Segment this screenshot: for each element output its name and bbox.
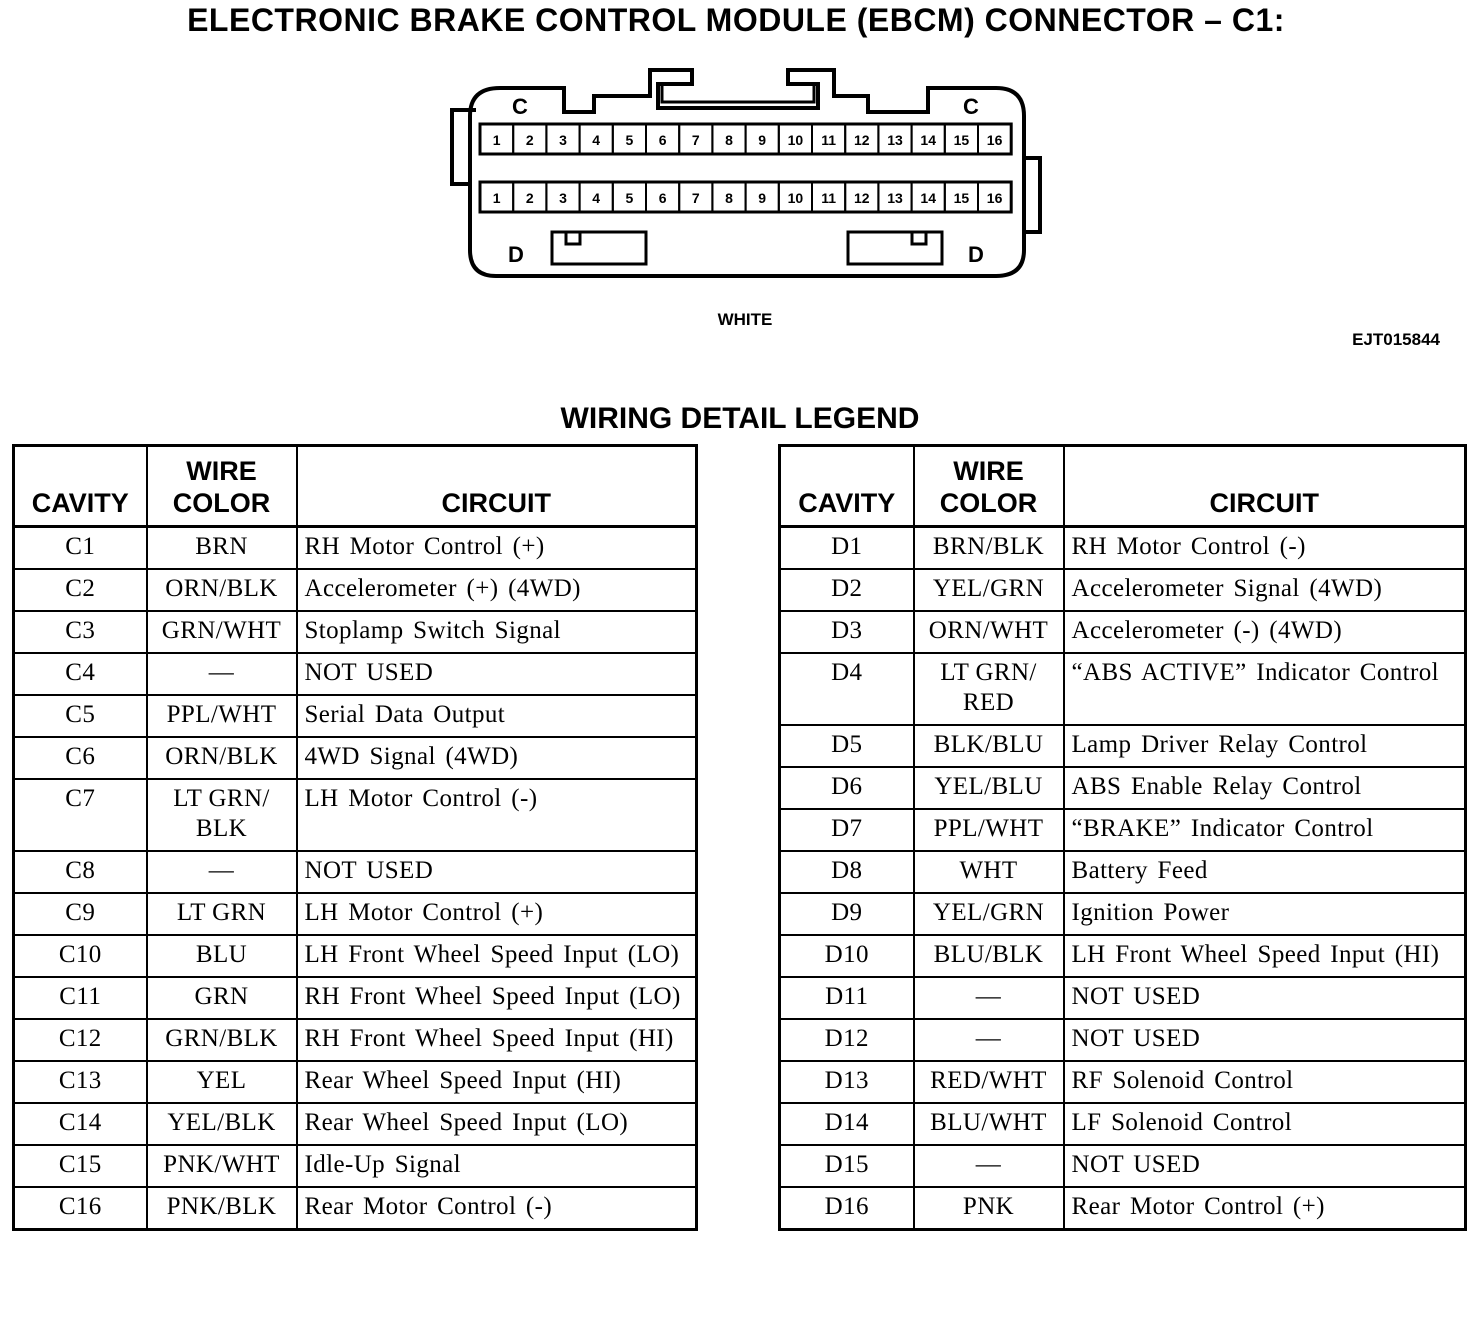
circuit-cell: RH Motor Control (-) (1064, 527, 1466, 570)
wire-color-cell: PNK (914, 1187, 1064, 1230)
wire-color-cell: YEL/GRN (914, 893, 1064, 935)
cavity-cell: C7 (14, 779, 147, 851)
header-wire-line1: WIRE (953, 456, 1024, 486)
cavity-cell: D12 (780, 1019, 914, 1061)
legend-title: WIRING DETAIL LEGEND (560, 402, 920, 435)
header-circuit: CIRCUIT (297, 446, 697, 527)
circuit-cell: Accelerometer (-) (4WD) (1064, 611, 1466, 653)
wire-color-cell: BRN (147, 527, 297, 570)
cavity-cell: D13 (780, 1061, 914, 1103)
table-row (14, 1145, 697, 1187)
table-row (780, 527, 1466, 570)
circuit-cell: NOT USED (297, 851, 697, 893)
table-row (780, 1145, 1466, 1187)
table-row (780, 1019, 1466, 1061)
circuit-cell: Lamp Driver Relay Control (1064, 725, 1466, 767)
cavity-cell: D2 (780, 569, 914, 611)
pin-number: 5 (625, 190, 634, 206)
pin-number: 4 (592, 132, 601, 148)
pin-number: 10 (787, 190, 804, 206)
circuit-cell: “ABS ACTIVE” Indicator Control (1064, 653, 1466, 725)
cavity-cell: D5 (780, 725, 914, 767)
circuit-cell: RH Front Wheel Speed Input (HI) (297, 1019, 697, 1061)
wire-color-cell: — (914, 977, 1064, 1019)
wire-color-cell: PNK/BLK (147, 1187, 297, 1230)
pin-number: 6 (658, 190, 667, 206)
circuit-cell: Battery Feed (1064, 851, 1466, 893)
pin-number: 4 (592, 190, 601, 206)
wire-color-cell: WHT (914, 851, 1064, 893)
circuit-cell: Accelerometer Signal (4WD) (1064, 569, 1466, 611)
cavity-cell: C4 (14, 653, 147, 695)
wire-color-cell: ORN/BLK (147, 569, 297, 611)
cavity-cell: C13 (14, 1061, 147, 1103)
connector-color-label: WHITE (717, 310, 773, 329)
circuit-cell: RH Front Wheel Speed Input (LO) (297, 977, 697, 1019)
circuit-cell: Accelerometer (+) (4WD) (297, 569, 697, 611)
cavity-cell: C2 (14, 569, 147, 611)
pin-number: 14 (920, 132, 936, 148)
table-row (14, 695, 697, 737)
pin-number: 2 (525, 132, 534, 148)
circuit-cell: LH Front Wheel Speed Input (LO) (297, 935, 697, 977)
pin-number: 8 (725, 190, 733, 206)
circuit-cell: RF Solenoid Control (1064, 1061, 1466, 1103)
header-wire-line2: COLOR (939, 488, 1038, 518)
circuit-cell: RH Motor Control (+) (297, 527, 697, 570)
cavity-cell: D9 (780, 893, 914, 935)
wire-color-cell: GRN/BLK (147, 1019, 297, 1061)
circuit-cell: LH Motor Control (+) (297, 893, 697, 935)
wire-color-cell: BLK/BLU (914, 725, 1064, 767)
row-c-label-left: C (512, 94, 528, 119)
wire-color-cell: — (914, 1019, 1064, 1061)
circuit-cell: Serial Data Output (297, 695, 697, 737)
table-row (780, 767, 1466, 809)
circuit-cell: NOT USED (297, 653, 697, 695)
page-title: ELECTRONIC BRAKE CONTROL MODULE (EBCM) CONNECTOR – C1: (187, 2, 1285, 38)
wire-color-cell: — (914, 1145, 1064, 1187)
wire-color-cell: LT GRN/ BLK (147, 779, 297, 851)
table-row (14, 737, 697, 779)
pin-number: 16 (986, 190, 1003, 206)
table-row (14, 653, 697, 695)
circuit-cell: 4WD Signal (4WD) (297, 737, 697, 779)
header-wire-line1: WIRE (186, 456, 257, 486)
table-row (14, 1061, 697, 1103)
wire-color-cell: PPL/WHT (914, 809, 1064, 851)
table-row (780, 935, 1466, 977)
circuit-cell: LF Solenoid Control (1064, 1103, 1466, 1145)
circuit-cell: Rear Motor Control (+) (1064, 1187, 1466, 1230)
cavity-cell: C14 (14, 1103, 147, 1145)
wire-color-cell: LT GRN (147, 893, 297, 935)
wire-color-cell: PNK/WHT (147, 1145, 297, 1187)
pin-number: 14 (920, 190, 936, 206)
circuit-cell: NOT USED (1064, 1145, 1466, 1187)
cavity-cell: D8 (780, 851, 914, 893)
row-d-label-right: D (968, 242, 984, 267)
cavity-cell: D14 (780, 1103, 914, 1145)
wire-color-cell: ORN/WHT (914, 611, 1064, 653)
circuit-cell: LH Front Wheel Speed Input (HI) (1064, 935, 1466, 977)
circuit-cell: LH Motor Control (-) (297, 779, 697, 851)
wire-color-cell: GRN/WHT (147, 611, 297, 653)
wire-color-cell: PPL/WHT (147, 695, 297, 737)
table-row (14, 977, 697, 1019)
cavity-cell: C16 (14, 1187, 147, 1230)
wire-color-cell: ORN/BLK (147, 737, 297, 779)
wire-color-cell: LT GRN/ RED (914, 653, 1064, 725)
wire-color-cell: YEL/GRN (914, 569, 1064, 611)
pin-number: 7 (691, 190, 700, 206)
circuit-cell: Ignition Power (1064, 893, 1466, 935)
cavity-cell: D7 (780, 809, 914, 851)
table-row (780, 809, 1466, 851)
table-header-row (14, 446, 697, 527)
pin-number: 13 (887, 132, 903, 148)
wire-color-cell: BLU/BLK (914, 935, 1064, 977)
cavity-cell: C9 (14, 893, 147, 935)
cavity-cell: D6 (780, 767, 914, 809)
table-row (780, 569, 1466, 611)
header-circuit: CIRCUIT (1064, 446, 1466, 527)
circuit-cell: Rear Motor Control (-) (297, 1187, 697, 1230)
pin-grid (480, 124, 1011, 212)
wire-color-cell: BRN/BLK (914, 527, 1064, 570)
header-cavity: CAVITY (14, 446, 147, 527)
wire-color-cell: YEL/BLU (914, 767, 1064, 809)
table-row (780, 1061, 1466, 1103)
table-row (780, 893, 1466, 935)
wire-color-cell: BLU/WHT (914, 1103, 1064, 1145)
cavity-cell: D1 (780, 527, 914, 570)
header-cavity: CAVITY (780, 446, 914, 527)
cavity-cell: C5 (14, 695, 147, 737)
table-row (780, 977, 1466, 1019)
pin-number: 7 (691, 132, 700, 148)
circuit-cell: NOT USED (1064, 1019, 1466, 1061)
cavity-cell: C6 (14, 737, 147, 779)
pin-number: 1 (492, 132, 501, 148)
pin-number: 11 (821, 132, 837, 148)
table-row (14, 1019, 697, 1061)
table-row (780, 1103, 1466, 1145)
circuit-cell: Stoplamp Switch Signal (297, 611, 697, 653)
header-wire-line2: COLOR (172, 488, 271, 518)
pin-number: 15 (953, 132, 970, 148)
table-header-row (780, 446, 1466, 527)
wiring-table-d (778, 444, 1467, 1231)
pin-number: 12 (854, 190, 870, 206)
table-row (14, 851, 697, 893)
table-row (14, 527, 697, 570)
circuit-cell: Rear Wheel Speed Input (LO) (297, 1103, 697, 1145)
pin-number: 16 (986, 132, 1003, 148)
pin-number: 3 (559, 132, 567, 148)
cavity-cell: C10 (14, 935, 147, 977)
table-row (780, 1187, 1466, 1230)
circuit-cell: “BRAKE” Indicator Control (1064, 809, 1466, 851)
wire-color-cell: YEL (147, 1061, 297, 1103)
pin-number: 1 (492, 190, 501, 206)
header-wire-color (147, 446, 297, 527)
cavity-cell: C8 (14, 851, 147, 893)
pin-number: 8 (725, 132, 733, 148)
circuit-cell: Idle-Up Signal (297, 1145, 697, 1187)
pin-number: 9 (758, 190, 767, 206)
table-row (14, 1187, 697, 1230)
wire-color-cell: BLU (147, 935, 297, 977)
table-row (14, 611, 697, 653)
cavity-cell: C12 (14, 1019, 147, 1061)
wire-color-cell: RED/WHT (914, 1061, 1064, 1103)
figure-reference-code: EJT015844 (1352, 330, 1440, 349)
pin-number: 10 (787, 132, 804, 148)
row-d-label-left: D (508, 242, 524, 267)
pin-number: 12 (854, 132, 870, 148)
cavity-cell: C1 (14, 527, 147, 570)
pin-number: 13 (887, 190, 903, 206)
circuit-cell: ABS Enable Relay Control (1064, 767, 1466, 809)
cavity-cell: D16 (780, 1187, 914, 1230)
wire-color-cell: GRN (147, 977, 297, 1019)
cavity-cell: D10 (780, 935, 914, 977)
circuit-cell: NOT USED (1064, 977, 1466, 1019)
table-row (780, 611, 1466, 653)
pin-number: 2 (525, 190, 534, 206)
table-row (780, 725, 1466, 767)
pin-number: 3 (559, 190, 567, 206)
connector-diagram (440, 62, 1050, 284)
pin-number: 11 (821, 190, 837, 206)
cavity-cell: D3 (780, 611, 914, 653)
pin-number: 9 (758, 132, 767, 148)
pin-number: 6 (658, 132, 667, 148)
table-row (14, 569, 697, 611)
table-row (780, 851, 1466, 893)
cavity-cell: C15 (14, 1145, 147, 1187)
cavity-cell: D15 (780, 1145, 914, 1187)
cavity-cell: C11 (14, 977, 147, 1019)
wire-color-cell: YEL/BLK (147, 1103, 297, 1145)
wiring-table-c (12, 444, 698, 1231)
header-wire-color (914, 446, 1064, 527)
circuit-cell: Rear Wheel Speed Input (HI) (297, 1061, 697, 1103)
pin-number: 15 (953, 190, 970, 206)
table-row (780, 653, 1466, 725)
pin-number: 5 (625, 132, 634, 148)
table-row (14, 1103, 697, 1145)
wire-color-cell: — (147, 653, 297, 695)
row-c-label-right: C (963, 94, 979, 119)
cavity-cell: D4 (780, 653, 914, 725)
table-row (14, 779, 697, 851)
cavity-cell: C3 (14, 611, 147, 653)
wire-color-cell: — (147, 851, 297, 893)
table-row (14, 935, 697, 977)
table-row (14, 893, 697, 935)
cavity-cell: D11 (780, 977, 914, 1019)
